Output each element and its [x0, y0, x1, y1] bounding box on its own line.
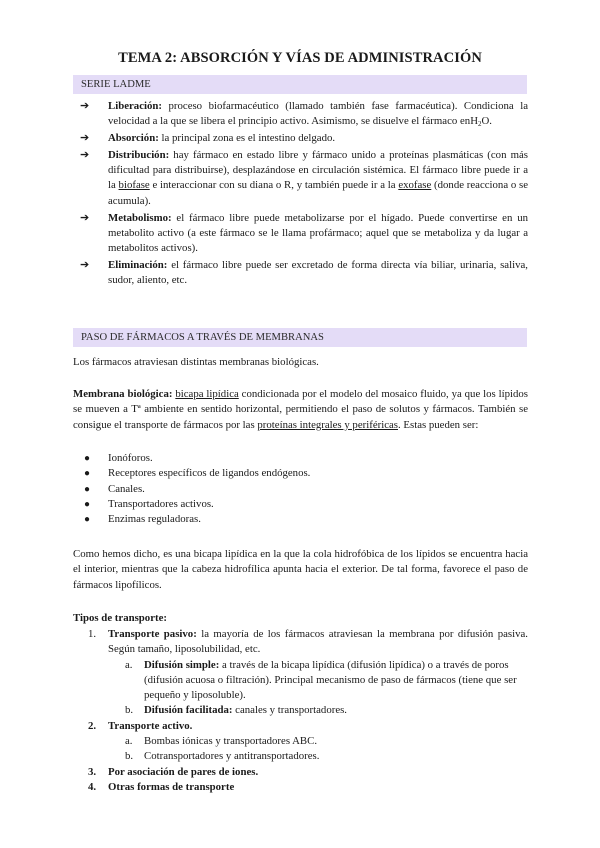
- text-liberacion: proceso biofarmacéutico (llamado también fase farmacéutica). Condiciona la velocidad a la que se libera el principio activo. Asimismo, se disuelve el fármaco en: [108, 100, 528, 128]
- tipo-pasivo-b: [73, 703, 528, 718]
- membrana-paragraph: [73, 387, 528, 433]
- list-item-text: Enzimas reguladoras.: [108, 513, 201, 526]
- list-number: 3.: [88, 765, 97, 778]
- text-activo-b: Cotransportadores y antitransportadores.: [144, 750, 320, 763]
- membrana-bullet-list: [73, 451, 528, 527]
- text-distribucion-2: e interaccionar con su diana o R, y también puede ir a la: [149, 179, 399, 192]
- section-header-membranas: PASO DE FÁRMACOS A TRAVÉS DE MEMBRANAS: [73, 328, 527, 347]
- list-item-text: Transportadores activos.: [108, 497, 214, 510]
- page-title: TEMA 2: ABSORCIÓN Y VÍAS DE ADMINISTRACIÓN: [118, 50, 482, 66]
- tipo-otras: [73, 780, 528, 795]
- list-number: 4.: [88, 780, 97, 793]
- list-item: [73, 466, 528, 481]
- tipo-activo-a: [73, 734, 528, 749]
- term-absorcion: Absorción:: [108, 132, 159, 145]
- tipos-heading: [73, 611, 528, 626]
- tipo-pasivo-a: [73, 658, 528, 704]
- list-letter: b.: [125, 704, 134, 717]
- section-header-ladme: SERIE LADME: [73, 75, 527, 94]
- tipo-pares: [73, 765, 528, 780]
- term-bicapa: bicapa lipídica: [175, 388, 239, 400]
- tipos-list: [73, 627, 528, 795]
- text-metabolismo: el fármaco libre puede metabolizarse por el hígado. Puede convertirse en un metabolito activo (a este fármaco se le llama profármaco; aquel que se metaboliza y da lugar a metabolitos activos).: [108, 211, 528, 255]
- list-letter: a.: [125, 658, 133, 671]
- ladme-item-liberacion: [73, 99, 528, 130]
- term-distribucion: Distribución:: [108, 148, 170, 161]
- text-absorcion: la principal zona es el intestino delgado.: [158, 132, 336, 145]
- ladme-item-absorcion: [73, 131, 528, 146]
- list-item: [73, 451, 528, 466]
- ladme-item-eliminacion: [73, 258, 528, 289]
- term-otras: Otras formas de transporte: [108, 780, 235, 793]
- arrow-icon: ➔: [80, 100, 90, 112]
- arrow-icon: ➔: [80, 211, 90, 224]
- arrow-icon: ➔: [80, 148, 90, 161]
- text-membrana-2: . Estas pueden ser:: [398, 418, 479, 431]
- term-pares: Por asociación de pares de iones.: [108, 765, 259, 778]
- tipo-pasivo: [73, 627, 528, 658]
- ladme-list: [73, 99, 528, 289]
- formula-o: O.: [481, 115, 492, 128]
- term-liberacion: Liberación:: [108, 100, 162, 112]
- intro-paragraph: Los fármacos atraviesan distintas membranas biológicas.: [73, 356, 319, 368]
- tipos-heading-text: Tipos de transporte:: [73, 612, 167, 624]
- bullet-icon: ●: [84, 453, 91, 464]
- text-membrana-1: condicionada por el modelo del mosaico fluido, ya que los lípidos se mueven a Tª ambiente en sentido horizontal, permitiendo el paso de solutos y fármacos. También se consigue el transporte de fármacos por las: [73, 388, 529, 431]
- list-letter: a.: [125, 735, 133, 748]
- term-difusion-facilitada: Difusión facilitada:: [144, 704, 233, 717]
- text-difusion-facilitada: canales y transportadores.: [232, 704, 348, 717]
- list-number: 1.: [88, 628, 97, 640]
- list-number: 2.: [88, 719, 97, 732]
- text-eliminacion: el fármaco libre puede ser excretado de forma directa vía biliar, urinaria, saliva, sudor, aliento, etc.: [108, 258, 528, 287]
- formula-h: H: [470, 115, 478, 128]
- list-item-text: Canales.: [108, 482, 145, 495]
- term-pasivo: Transporte pasivo:: [108, 628, 197, 640]
- tipo-activo: [73, 719, 528, 734]
- text-pasivo: la mayoría de los fármacos atraviesan la membrana por difusión pasiva. Según tamaño, liposolubilidad, etc.: [108, 628, 529, 656]
- term-activo: Transporte activo.: [108, 719, 193, 732]
- list-item-text: Ionóforos.: [108, 452, 153, 464]
- formula-subscript: 2: [478, 120, 482, 129]
- list-item: [73, 497, 528, 512]
- bicapa-paragraph: Como hemos dicho, es una bicapa lipídica en la que la cola hidrofóbica de los lípidos se encuentra hacia el interior, mientras que la cabeza hidrofílica apunta hacia el exterior. De tal forma, favorece el paso de fármacos lipofílicos.: [73, 548, 528, 591]
- tipo-activo-b: [73, 749, 528, 764]
- text-distribucion-1: hay fármaco en estado libre y fármaco unido a proteínas plasmáticas (con más dificultad para distribuirse), desplazándose en circulación sistémica. El fármaco libre puede ir a la: [108, 148, 528, 192]
- text-activo-a: Bombas iónicas y transportadores ABC.: [144, 735, 318, 748]
- list-item: [73, 482, 528, 497]
- bullet-icon: ●: [84, 468, 91, 480]
- term-exofase: exofase: [398, 179, 432, 192]
- term-metabolismo: Metabolismo:: [108, 211, 172, 224]
- bullet-icon: ●: [84, 498, 91, 510]
- list-item: [73, 512, 528, 527]
- term-membrana: Membrana biológica:: [73, 388, 173, 400]
- list-letter: b.: [125, 750, 134, 763]
- bullet-icon: ●: [84, 514, 91, 526]
- arrow-icon: ➔: [80, 132, 90, 145]
- text-difusion-simple: a través de la bicapa lipídica (difusión lipídica) o a través de poros (difusión acuosa o filtración). Principal mecanismo de paso de fármacos (tiene que ser pequeño y liposoluble).: [144, 658, 517, 702]
- term-biofase: biofase: [118, 179, 150, 192]
- ladme-item-metabolismo: [73, 211, 528, 257]
- text-distribucion-3: (donde reacciona o se acumula).: [108, 179, 529, 207]
- term-proteinas: proteínas integrales y periféricas: [257, 418, 398, 431]
- bullet-icon: ●: [84, 483, 91, 495]
- ladme-item-distribucion: [73, 148, 528, 209]
- list-item-text: Receptores específicos de ligandos endógenos.: [108, 467, 311, 480]
- arrow-icon: ➔: [80, 258, 90, 271]
- term-difusion-simple: Difusión simple:: [144, 658, 220, 671]
- term-eliminacion: Eliminación:: [108, 258, 168, 271]
